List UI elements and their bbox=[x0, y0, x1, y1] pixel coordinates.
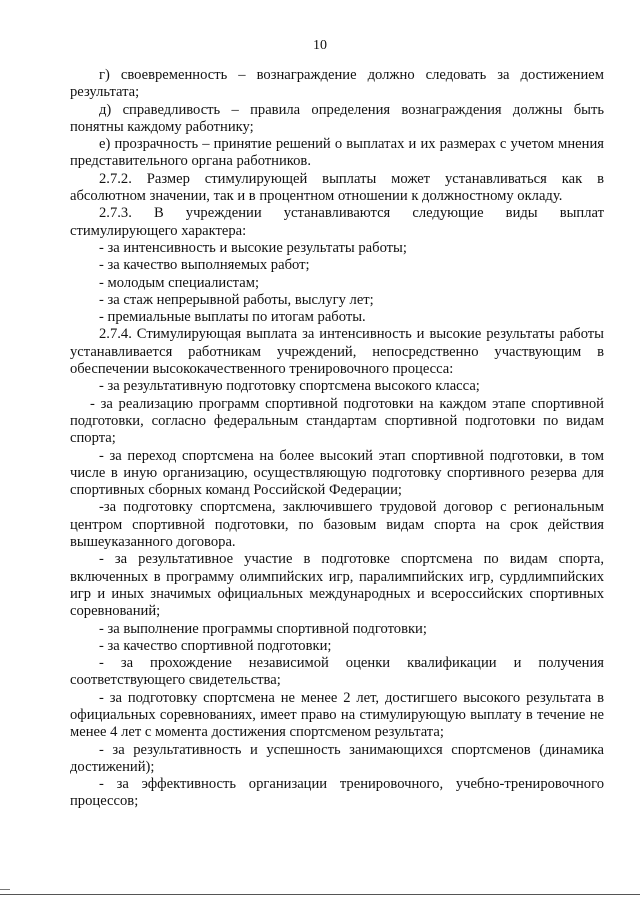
paragraph-2-7-2: 2.7.2. Размер стимулирующей выплаты может устанавливаться как в абсолютном значении, так и в процентном отношении к должностному окладу. bbox=[70, 170, 604, 205]
list-item: - за реализацию программ спортивной подготовки на каждом этапе спортивной подготовки, согласно федеральным стандартам спортивной подготовки по видам спорта; bbox=[70, 395, 604, 447]
paragraph-2-7-4: 2.7.4. Стимулирующая выплата за интенсивность и высокие результаты работы устанавливается работникам учреждений, непосредственно участвующим в обеспечении высококачественного тренировочного процесса: bbox=[70, 326, 604, 378]
list-item: - премиальные выплаты по итогам работы. bbox=[99, 309, 366, 326]
list-item: -за подготовку спортсмена, заключившего трудовой договор с региональным центром спортивной подготовки, по базовым видам спорта на срок действия вышеуказанного договора. bbox=[70, 499, 604, 551]
list-item: - за интенсивность и высокие результаты работы; bbox=[99, 239, 407, 256]
list-item: - за стаж непрерывной работы, выслугу лет; bbox=[99, 291, 374, 308]
list-item: - за прохождение независимой оценки квалификации и получения соответствующего свидетельства; bbox=[70, 655, 604, 689]
paragraph-2-7-3: 2.7.3. В учреждении устанавливаются следующие виды выплат стимулирующего характера: bbox=[70, 205, 604, 239]
document-body bbox=[70, 67, 604, 811]
list-item: - за выполнение программы спортивной подготовки; bbox=[99, 620, 427, 637]
list-item: - за качество спортивной подготовки; bbox=[99, 637, 332, 654]
list-item: - за результативность и успешность занимающихся спортсменов (динамика достижений); bbox=[70, 741, 604, 775]
list-item: - за эффективность организации тренировочного, учебно-тренировочного процессов; bbox=[70, 776, 604, 810]
bottom-divider bbox=[0, 894, 640, 895]
paragraph-item-e: е) прозрачность – принятие решений о выплатах и их размерах с учетом мнения представительного органа работников. bbox=[70, 136, 604, 170]
paragraph-item-g: г) своевременность – вознаграждение должно следовать за достижением результата; bbox=[70, 67, 604, 101]
list-item: - молодым специалистам; bbox=[99, 274, 260, 291]
list-item: - за качество выполняемых работ; bbox=[99, 257, 310, 274]
paragraph-item-d: д) справедливость – правила определения вознаграждения должны быть понятны каждому работнику; bbox=[70, 101, 604, 135]
page-number: 10 bbox=[313, 38, 327, 53]
scan-edge-mark bbox=[0, 889, 10, 890]
list-item: - за переход спортсмена на более высокий этап спортивной подготовки, в том числе в иную организацию, осуществляющую подготовку спортивного резерва для спортивных сборных команд Российской Федерации; bbox=[70, 447, 604, 499]
list-item: - за результативное участие в подготовке спортсмена по видам спорта, включенных в программу олимпийских игр, паралимпийских игр, сурдлимпийских игр и иных значимых официальных международных и всероссийских спортивных соревнований; bbox=[70, 551, 604, 620]
list-item: - за подготовку спортсмена не менее 2 лет, достигшего высокого результата в официальных соревнованиях, имеет право на стимулирующую выплату в течение не менее 4 лет с момента достижения спортсменом результата; bbox=[70, 689, 604, 741]
list-item: - за результативную подготовку спортсмена высокого класса; bbox=[99, 378, 480, 395]
